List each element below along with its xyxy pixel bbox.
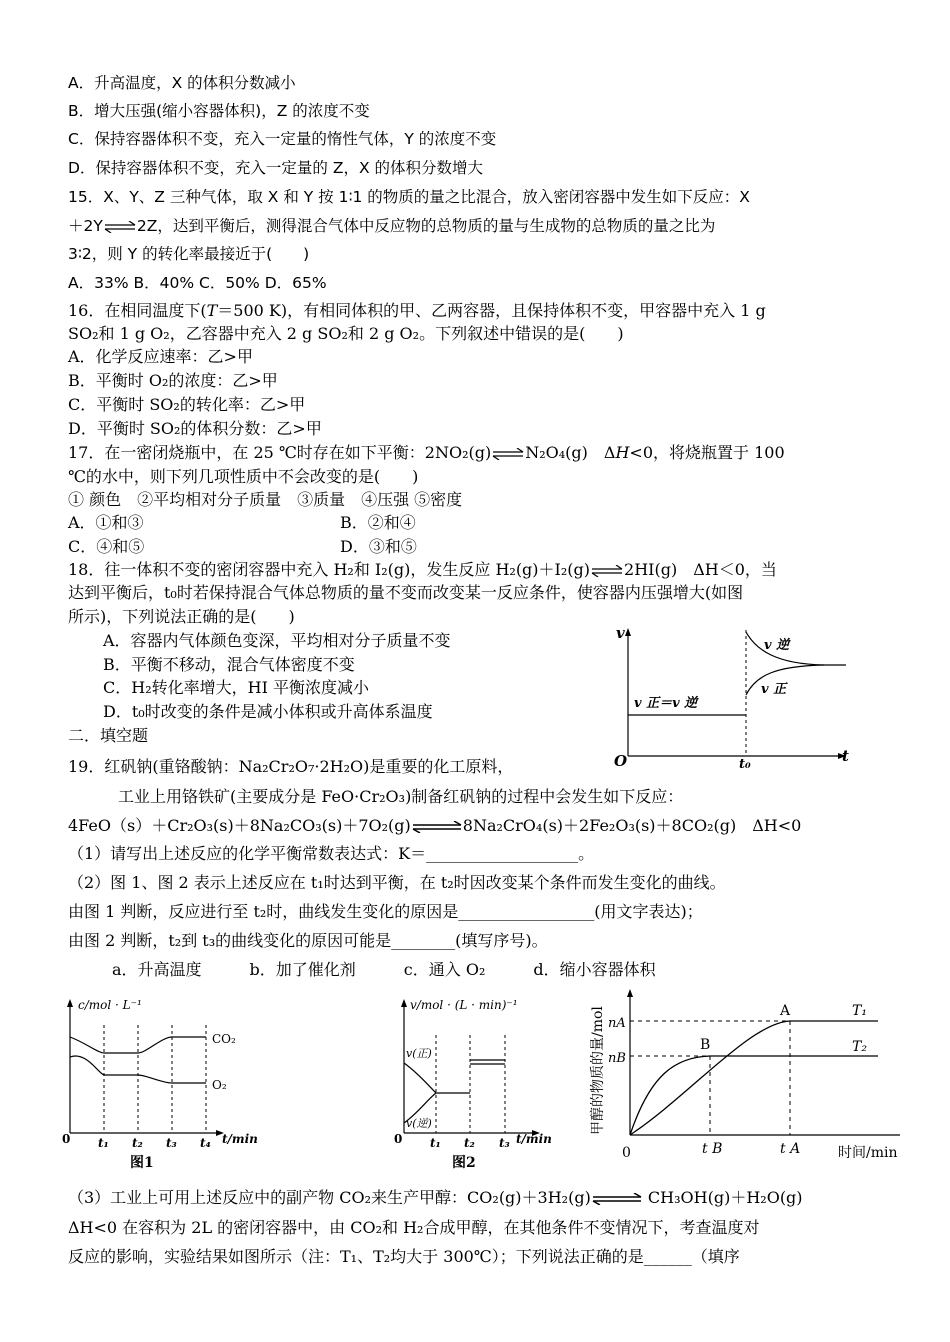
q17-line1: 17．在一密闭烧瓶中，在 25 ℃时存在如下平衡：2NO₂(g) N₂O₄(g) ΔH<0，将烧瓶置于 100 <box>68 443 785 462</box>
point-a-label: A <box>780 1003 791 1019</box>
q15-line2: ＋2Y 2Z，达到平衡后，测得混合气体中反应物的总物质的量与生成物的总物质的量之比为 <box>68 217 716 235</box>
q17-line3: ① 颜色 ②平均相对分子质量 ③质量 ④压强 ⑤密度 <box>68 490 463 509</box>
q17-option-c: C．④和⑤ <box>68 537 145 556</box>
fig1-origin: 0 <box>62 1132 71 1146</box>
q16-option-b: B．平衡时 O₂的浓度：乙>甲 <box>68 371 278 390</box>
t1-curve <box>630 1021 878 1135</box>
q15-options: A．33% B．40% C．50% D．65% <box>68 274 327 292</box>
q19-part2a: 由图 1 判断，反应进行至 t₂时，曲线发生变化的原因是_________________(用文字表达)； <box>68 902 703 921</box>
q19-part1: （1）请写出上述反应的化学平衡常数表达式：K＝___________________。 <box>68 844 595 863</box>
y-axis-label: v <box>616 624 625 642</box>
q17-option-b: B．②和④ <box>340 513 416 532</box>
q19-part3-line3: 反应的影响，实验结果如图所示（注：T₁、T₂均大于 300℃）；下列说法正确的是______（填序 <box>68 1247 740 1266</box>
fig3-origin: 0 <box>622 1145 631 1161</box>
tick-label: t₁ <box>430 1136 441 1150</box>
t0-label: t₀ <box>739 757 751 770</box>
q16-line2: SO₂和 1 g O₂，乙容器中充入 2 g SO₂和 2 g O₂。下列叙述中错误的是( ) <box>68 324 624 343</box>
v-forward-label: v 正 <box>761 682 787 697</box>
nb-label: nB <box>608 1051 626 1066</box>
q15-line3: 3∶2，则 Y 的转化率最接近于( ) <box>68 245 310 263</box>
q19-figure-2 <box>390 995 565 1175</box>
na-label: nA <box>608 1016 626 1031</box>
reversible-arrow-icon <box>103 221 137 233</box>
v-forward-curve <box>404 1063 470 1093</box>
q18-line3: 所示)，下列说法正确的是( ) <box>68 607 295 626</box>
tick-label: t₃ <box>166 1136 177 1150</box>
v-reverse-label: v(逆) <box>406 1117 432 1130</box>
q14-option-c: C．保持容器体积不变，充入一定量的惰性气体，Y 的浓度不变 <box>68 130 497 148</box>
reversible-arrow-icon <box>411 821 463 833</box>
q14-option-d: D．保持容器体积不变，充入一定量的 Z，X 的体积分数增大 <box>68 159 484 177</box>
q19-part2b: 由图 2 判断，t₂到 t₃的曲线变化的原因可能是________(填写序号)。 <box>68 931 548 950</box>
q19-equation: 4FeO（s）＋Cr₂O₃(s)＋8Na₂CO₃(s)＋7O₂(g) 8Na₂CrO₄(s)＋2Fe₂O₃(s)＋8CO₂(g) ΔH<0 <box>68 816 802 835</box>
x-axis-label: t <box>842 747 849 765</box>
q14-option-b: B．增大压强(缩小容器体积)，Z 的浓度不变 <box>68 102 370 120</box>
q19-part3-line1: （3）工业上可用上述反应中的副产物 CO₂来生产甲醇：CO₂(g)＋3H₂(g) CH₃OH(g)＋H₂O(g) <box>68 1188 803 1207</box>
q18-line2: 达到平衡后，t₀时若保持混合气体总物质的量不变而改变某一反应条件，使容器内压强增大(如图 <box>68 583 744 602</box>
fig2-x-unit: t/min <box>516 1132 552 1146</box>
v-reverse-curve <box>746 632 846 665</box>
fig3-y-label: 甲醇的物质的量/mol <box>590 1006 606 1135</box>
fig3-x-label: 时间/min <box>838 1145 898 1161</box>
q16-line1: 16．在相同温度下(T＝500 K)，有相同体积的甲、乙两容器，且保持体积不变，甲容器中充入 1 g <box>68 301 766 320</box>
tick-label: t₂ <box>132 1136 143 1150</box>
fig1-caption: 图1 <box>130 1155 154 1171</box>
tick-label: t₄ <box>200 1136 211 1150</box>
q14-option-a: A．升高温度，X 的体积分数减小 <box>68 74 296 92</box>
q17-line2: ℃的水中，则下列几项性质中不会改变的是( ) <box>68 467 419 486</box>
fig1-y-label: c/mol · L⁻¹ <box>78 998 142 1012</box>
q15-line1: 15．X、Y、Z 三种气体，取 X 和 Y 按 1∶1 的物质的量之比混合，放入密闭容器中发生如下反应：X <box>68 188 750 206</box>
tick-label: t₂ <box>464 1136 475 1150</box>
q19-line1: 19．红矾钠(重铬酸钠：Na₂Cr₂O₇·2H₂O)是重要的化工原料， <box>68 757 514 776</box>
q19-line2: 工业上用铬铁矿(主要成分是 FeO·Cr₂O₃)制备红矾钠的过程中会发生如下反应： <box>118 787 684 806</box>
q18-option-b: B．平衡不移动，混合气体密度不变 <box>103 655 355 674</box>
q18-line1: 18．往一体积不变的密闭容器中充入 H₂和 I₂(g)，发生反应 H₂(g)＋I₂(g) 2HI(g) ΔH＜0，当 <box>68 560 777 579</box>
fig2-origin: 0 <box>394 1132 403 1146</box>
tick-label: t₃ <box>499 1136 510 1150</box>
q18-option-a: A．容器内气体颜色变深，平均相对分子质量不变 <box>103 631 451 650</box>
q19-figure-1 <box>58 995 263 1175</box>
reversible-arrow-icon <box>591 1193 643 1205</box>
q19-part3-line2: ΔH<0 在容积为 2L 的密闭容器中，由 CO₂和 H₂合成甲醇，在其他条件不变情况下，考查温度对 <box>68 1218 760 1237</box>
section-heading: 二．填空题 <box>68 726 149 745</box>
ta-label: t A <box>780 1141 801 1157</box>
equal-label: v 正＝v 逆 <box>634 696 698 711</box>
fig2-caption: 图2 <box>452 1155 476 1171</box>
fig2-y-label: v/mol · (L · min)⁻¹ <box>410 998 518 1012</box>
q17-option-d: D．③和⑤ <box>340 537 417 556</box>
tb-label: t B <box>702 1141 723 1157</box>
v-forward-label: v(正) <box>406 1047 432 1060</box>
t1-label: T₁ <box>852 1003 867 1019</box>
reversible-arrow-icon <box>491 448 525 460</box>
q19-choices: a．升高温度 b．加了催化剂 c．通入 O₂ d．缩小容器体积 <box>112 960 656 979</box>
q18-option-c: C．H₂转化率增大，HI 平衡浓度减小 <box>103 678 369 697</box>
q16-option-d: D．平衡时 SO₂的体积分数：乙>甲 <box>68 419 322 438</box>
tick-label: t₁ <box>98 1136 109 1150</box>
fig1-x-unit: t/min <box>222 1132 258 1146</box>
point-b-label: B <box>700 1037 711 1053</box>
origin-label: O <box>614 752 628 770</box>
o2-label: O₂ <box>212 1078 227 1092</box>
t2-curve <box>630 1056 878 1135</box>
q17-option-a: A．①和③ <box>68 513 144 532</box>
q16-option-c: C．平衡时 SO₂的转化率：乙>甲 <box>68 395 306 414</box>
q19-part2: （2）图 1、图 2 表示上述反应在 t₁时达到平衡，在 t₂时因改变某个条件而发生变化的曲线。 <box>68 873 726 892</box>
co2-label: CO₂ <box>212 1032 236 1046</box>
t2-label: T₂ <box>852 1039 867 1055</box>
q16-option-a: A．化学反应速率：乙>甲 <box>68 347 253 366</box>
q19-figure-3 <box>580 985 910 1165</box>
reversible-arrow-icon <box>590 565 624 577</box>
v-reverse-label: v 逆 <box>764 638 790 653</box>
q18-rate-graph <box>606 620 886 770</box>
q18-option-d: D．t₀时改变的条件是减小体积或升高体系温度 <box>103 702 433 721</box>
